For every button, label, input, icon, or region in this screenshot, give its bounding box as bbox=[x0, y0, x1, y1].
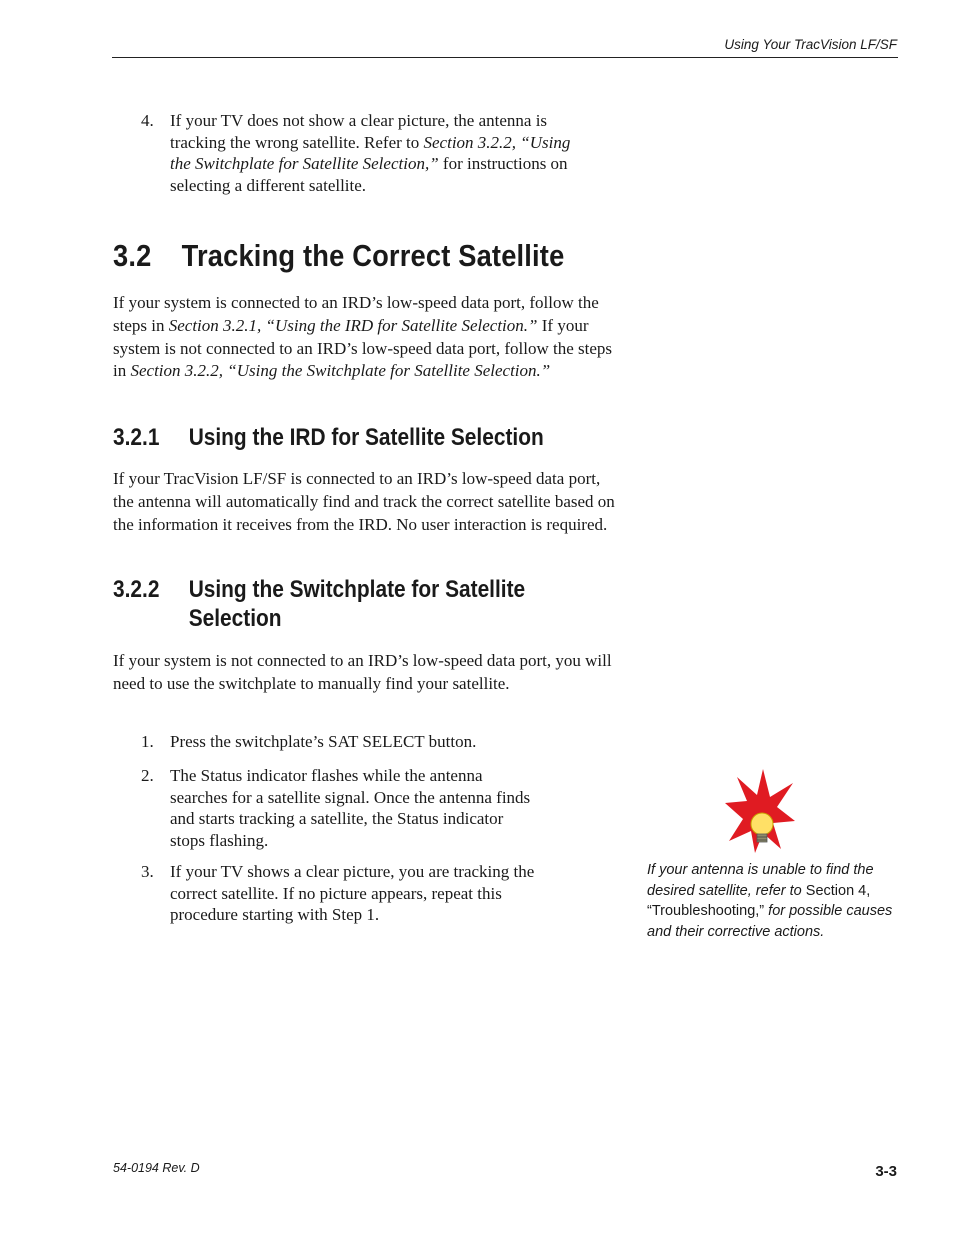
section-intro bbox=[113, 292, 623, 383]
subsection-title-cont: Selection bbox=[188, 605, 282, 632]
cross-reference: Section 4, “Troubleshooting,” bbox=[647, 882, 871, 919]
document-number: 54-0194 Rev. D bbox=[113, 1161, 200, 1175]
cross-reference: Section 3.2.2, “Using the Switchplate for Satellite Selection.” bbox=[130, 361, 551, 381]
list-text-part: If your TV does not show a clear picture, the antenna is tracking the wrong satellite. Refer to bbox=[170, 111, 548, 152]
section-number: 3.2 bbox=[113, 238, 152, 273]
subsection-body-2: If your system is not connected to an IRD’s low-speed data port, you will need to use the switchplate to manually find your satellite. bbox=[113, 651, 612, 693]
note-text: If your antenna is unable to find the desired satellite, refer to bbox=[647, 862, 874, 899]
list-text: The Status indicator flashes while the antenna searches for a satellite signal. Once the antenna finds and starts tracking a satellite, the Status indicator stops flashing. bbox=[170, 766, 531, 850]
list-item-2 bbox=[141, 765, 541, 851]
list-number: 4. bbox=[141, 111, 154, 130]
section-heading bbox=[113, 238, 564, 274]
subsection-heading-1 bbox=[113, 423, 544, 452]
side-note bbox=[647, 860, 902, 942]
cross-reference: Section 3.2.2, “Using the Switchplate for Satellite Selection,” bbox=[170, 132, 571, 173]
note-text: for possible causes and their corrective actions. bbox=[647, 903, 893, 940]
page-number: 3-3 bbox=[875, 1163, 897, 1180]
list-item-3 bbox=[141, 861, 561, 926]
paragraph-part: If your system is not connected to an IRD’s low-speed data port, follow the steps in bbox=[113, 315, 613, 381]
subsection-title: Using the Switchplate for Satellite bbox=[188, 576, 526, 603]
list-number: 2. bbox=[141, 766, 154, 785]
list-text: Press the switchplate’s SAT SELECT button. bbox=[170, 732, 477, 751]
list-number: 1. bbox=[141, 732, 154, 751]
paragraph-part: If your system is connected to an IRD’s low-speed data port, follow the steps in bbox=[113, 293, 599, 335]
running-header: Using Your TracVision LF/SF bbox=[724, 37, 897, 52]
list-text-part: for instructions on selecting a different satellite. bbox=[170, 154, 568, 195]
list-item-4 bbox=[141, 110, 581, 196]
section-title: Tracking the Correct Satellite bbox=[181, 238, 565, 273]
list-number: 3. bbox=[141, 862, 154, 881]
list-text: If your TV shows a clear picture, you are tracking the correct satellite. If no picture appears, repeat this procedure starting with Step 1. bbox=[170, 862, 535, 924]
subsection-number: 3.2.2 bbox=[113, 576, 160, 603]
subsection-title: Using the IRD for Satellite Selection bbox=[188, 424, 544, 451]
subsection-heading-2 bbox=[113, 575, 525, 633]
cross-reference: Section 3.2.1, “Using the IRD for Satellite Selection.” bbox=[168, 315, 538, 335]
list-item-1 bbox=[141, 731, 581, 753]
subsection-body-1: If your TracVision LF/SF is connected to an IRD’s low-speed data port, the antenna will automatically find and track the correct satellite based on the information it receives from the IRD. No user interaction is required. bbox=[113, 469, 615, 534]
header-rule bbox=[112, 57, 898, 58]
subsection-number: 3.2.1 bbox=[113, 424, 160, 451]
lightbulb-icon bbox=[725, 769, 795, 854]
list-text bbox=[170, 110, 581, 196]
